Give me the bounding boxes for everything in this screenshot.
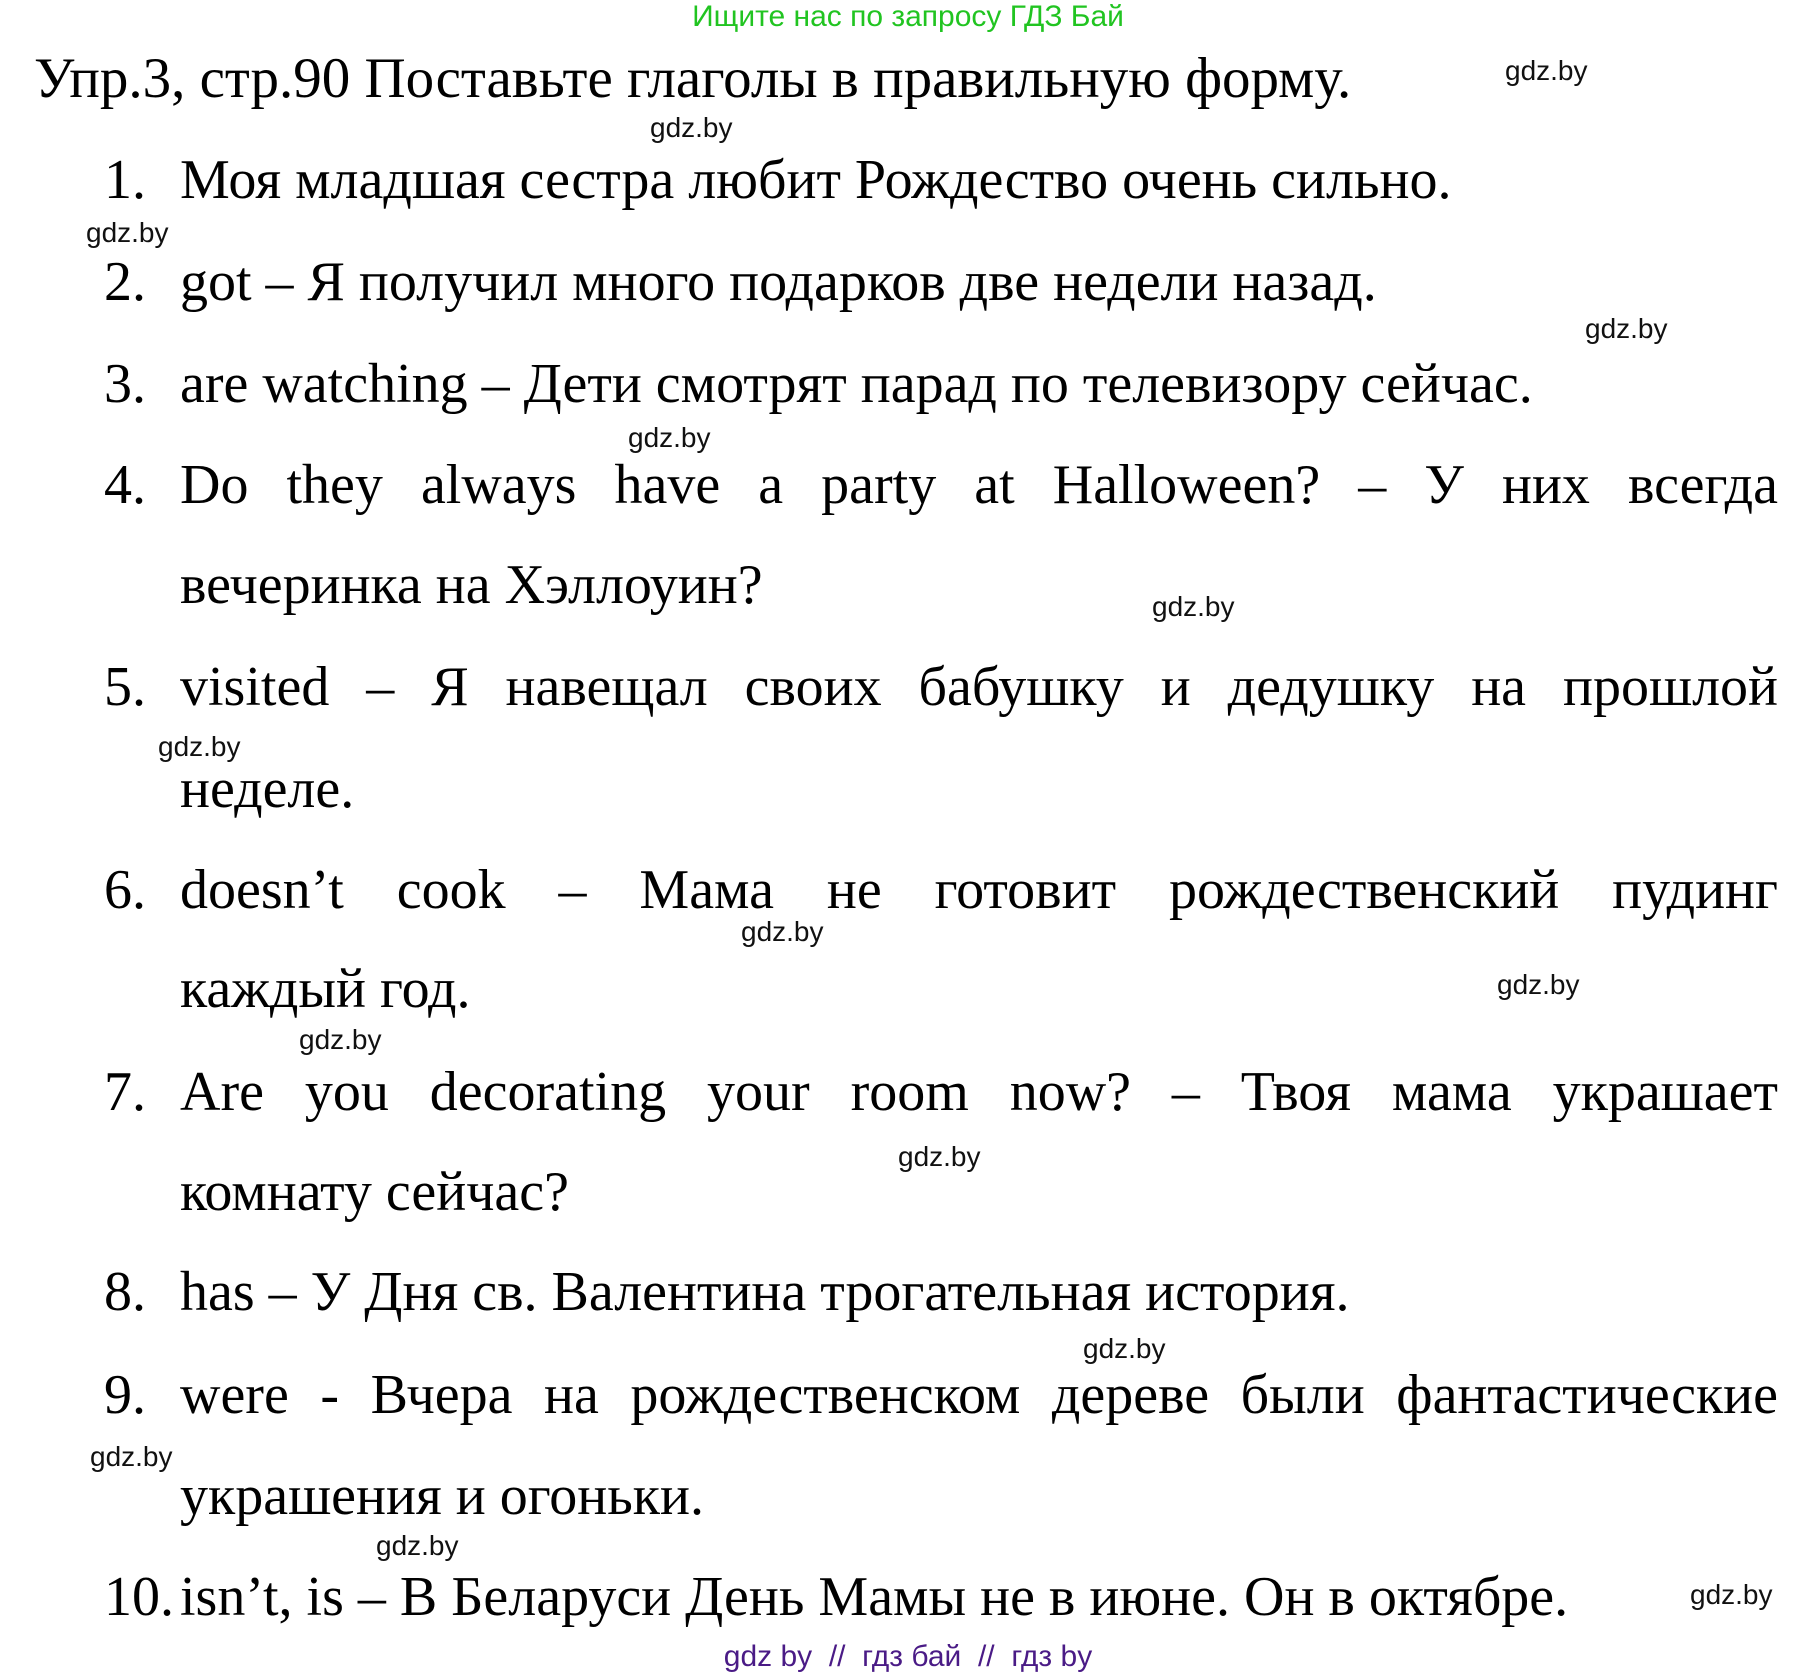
item-number: 3. — [104, 353, 146, 415]
item-text: неделе. — [180, 758, 355, 820]
item-number: 4. — [104, 454, 146, 516]
item-text: has – У Дня св. Валентина трогательная история. — [180, 1261, 1350, 1323]
watermark: gdz.by — [898, 1141, 981, 1172]
item-text: Моя младшая сестра любит Рождество очень сильно. — [180, 149, 1452, 211]
list-item — [0, 1565, 1816, 1629]
search-banner: Ищите нас по запросу ГДЗ Бай — [692, 0, 1124, 33]
item-text: visited – Я навещал своих бабушку и дедушку на прошлой — [180, 656, 1778, 718]
watermark: gdz.by — [1585, 313, 1668, 344]
item-number: 10. — [104, 1566, 174, 1628]
item-number: 8. — [104, 1261, 146, 1323]
list-item — [0, 148, 1816, 212]
footer-links: gdz by // гдз бай // гдз by — [723, 1640, 1093, 1673]
item-number: 6. — [104, 859, 146, 921]
item-text: Are you decorating your room now? – Твоя мама украшает — [180, 1061, 1778, 1123]
page-title: Упр.3, стр.90 Поставьте глаголы в правильную форму. — [34, 47, 1352, 110]
watermark: gdz.by — [90, 1441, 173, 1472]
item-number: 5. — [104, 656, 146, 718]
item-number: 1. — [104, 149, 146, 211]
list-item — [0, 352, 1816, 416]
list-item — [0, 1363, 1816, 1427]
list-item — [0, 453, 1816, 517]
item-text: вечеринка на Хэллоуин? — [180, 554, 763, 616]
list-item — [0, 250, 1816, 314]
watermark: gdz.by — [1083, 1333, 1166, 1364]
list-item — [0, 1060, 1816, 1124]
watermark: gdz.by — [1497, 969, 1580, 1000]
watermark: gdz.by — [1152, 591, 1235, 622]
item-number: 9. — [104, 1364, 146, 1426]
item-text: украшения и огоньки. — [180, 1465, 704, 1527]
item-text: Do they always have a party at Halloween? – У них всегда — [180, 454, 1778, 516]
item-text: are watching – Дети смотрят парад по телевизору сейчас. — [180, 353, 1533, 415]
watermark: gdz.by — [158, 731, 241, 762]
item-text: isn’t, is – В Беларуси День Мамы не в июне. Он в октябре. — [180, 1566, 1569, 1628]
watermark: gdz.by — [299, 1024, 382, 1055]
item-text: were - Вчера на рождественском дереве были фантастические — [180, 1364, 1778, 1426]
watermark: gdz.by — [1690, 1579, 1773, 1610]
watermark: gdz.by — [628, 422, 711, 453]
watermark: gdz.by — [741, 916, 824, 947]
watermark: gdz.by — [376, 1530, 459, 1561]
watermark: gdz.by — [86, 217, 169, 248]
list-item-continuation — [0, 1464, 1816, 1528]
item-number: 2. — [104, 251, 146, 313]
item-text: doesn’t cook – Мама не готовит рождественский пудинг — [180, 859, 1778, 921]
watermark: gdz.by — [650, 112, 733, 143]
list-item — [0, 858, 1816, 922]
list-item-continuation — [0, 553, 1816, 617]
list-item — [0, 655, 1816, 719]
item-text: got – Я получил много подарков две недели назад. — [180, 251, 1377, 313]
item-text: комнату сейчас? — [180, 1161, 569, 1223]
list-item-continuation — [0, 757, 1816, 821]
list-item — [0, 1260, 1816, 1324]
item-number: 7. — [104, 1061, 146, 1123]
item-text: каждый год. — [180, 958, 471, 1020]
watermark: gdz.by — [1505, 55, 1588, 86]
